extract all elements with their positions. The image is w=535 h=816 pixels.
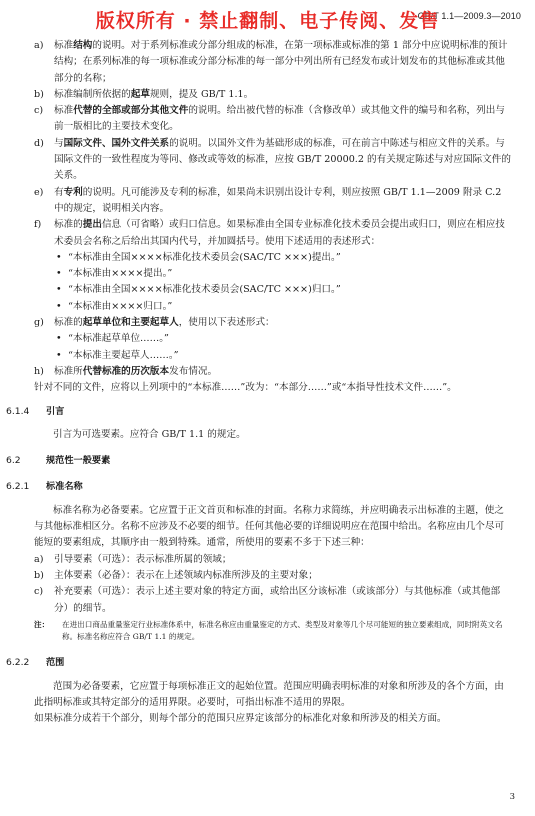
copyright-watermark: 版权所有 · 禁止翻制、电子传阅、发售 (95, 10, 440, 32)
list-item-g: g) 标准的起草单位和主要起草人，使用以下表述形式： (34, 315, 512, 331)
list-label: h) (34, 365, 44, 377)
page-number: 3 (509, 792, 515, 802)
closing-paragraph: 针对不同的文件，应将以上列项中的“本标准……”改为：“本部分……”或“本指导性技术文件……”。 (34, 382, 457, 394)
list-item-a: a) 标准结构的说明。对于系列标准或分部分组成的标准，在第一项标准或标准的第 1 部分中应说明标准的预计结构；在系列标准的每一项标准或分部分标准的每一部分中列出所有已经发布或计划发布的其他标准或其他部分的名称； (34, 40, 508, 84)
list-item-f: f) 标准的提出信息（可省略）或归口信息。如果标准由全国专业标准化技术委员会提出或归口，则应在相应技术委员会名称之后给出其国内代号，并加圆括号。使用下述适用的表述形式： (34, 219, 505, 247)
bullet-item: • “本标准由××××提出。” (34, 266, 512, 282)
bullet-item: • “本标准主要起草人……。” (34, 348, 512, 364)
list-label: d) (34, 137, 44, 149)
list-label: f) (34, 219, 42, 231)
bullet-icon: • (56, 268, 62, 280)
bullet-icon: • (56, 251, 62, 263)
paragraph: 引言为可选要素。应符合 GB/T 1.1 的规定。 (53, 428, 246, 440)
bullet-icon: • (56, 333, 62, 345)
document-body (6, 38, 512, 727)
bullet-icon: • (56, 284, 62, 296)
list-item-e: e) 有专利的说明。凡可能涉及专利的标准，如果尚未识别出设计专利，则应按照 GB/T 1.1—2009 附录 C.2 中的规定，说明相关内容。 (34, 186, 502, 214)
section-heading-6-2: 6.2 规范性一般要素 (6, 455, 111, 467)
paragraph: 标准名称为必备要素。它应置于正文首页和标准的封面。名称力求简练，并应明确表示出标准的主题，使之与其他标准相区分。名称不应涉及不必要的细节。任何其他必要的详细说明应在范围中给出。名称应由几个尽可能短的要素组成，其顺序由一般到特殊。通常，所使用的要素不多于下述三种： (34, 504, 505, 549)
bullet-item: • “本标准起草单位……。” (34, 331, 512, 347)
list-label: g) (34, 317, 44, 329)
paragraph: 范围为必备要素，它应置于每项标准正文的起始位置。范围应明确表明标准的对象和所涉及的各个方面，由此指明标准或其特定部分的适用界限。必要时，可指出标准不适用的界限。 (34, 680, 504, 708)
list-label: c) (34, 105, 44, 117)
list-label: b) (34, 569, 44, 581)
list-item-c: c) 标准代替的全部或部分其他文件的说明。给出被代替的标准（含修改单）或其他文件的编号和名称，列出与前一版相比的主要技术变化。 (34, 105, 505, 133)
standard-number: GB/T 1.1—2009.3—2010 (417, 11, 521, 21)
list-label: c) (34, 586, 44, 598)
bullet-item: • “本标准由××××归口。” (34, 299, 512, 315)
list-item-c: c) 补充要素（可选）：表示上述主要对象的特定方面，或给出区分该标准（或该部分）与其他标准（或其他部分）的细节。 (34, 586, 501, 614)
note-label: 注： (34, 619, 50, 629)
list-item-d: d) 与国际文件、国外文件关系的说明。以国外文件为基础形成的标准，可在前言中陈述与相应文件的关系。与国际文件的一致性程度为等同、修改或等效的标准，应按 GB/T 20000.2 的有关规定陈述与对应国际文件的关系。 (34, 137, 511, 182)
list-label: a) (34, 40, 44, 51)
list-item-b: b) 标准编制所依据的起草规则，提及 GB/T 1.1。 (34, 87, 512, 103)
note: 注： 在进出口商品重量鉴定行业标准体系中，标准名称应由重量鉴定的方式、类型及对象等几个尽可能短的独立要素组成，同时附英文名称。标准名称应符合 GB/T 1.1 的规定。 (34, 619, 503, 641)
bullet-item: • “本标准由全国××××标准化技术委员会(SAC/TC ×××)归口。” (34, 282, 512, 298)
list-item-b: b) 主体要素（必备）：表示在上述领域内标准所涉及的主要对象； (34, 568, 512, 584)
bullet-icon: • (56, 300, 62, 312)
list-label: a) (34, 553, 44, 565)
bullet-icon: • (56, 349, 62, 361)
list-label: b) (34, 88, 44, 100)
list-item-a: a) 引导要素（可选）：表示标准所属的领域； (34, 552, 512, 568)
bullet-item: • “本标准由全国××××标准化技术委员会(SAC/TC ×××)提出。” (34, 250, 512, 266)
paragraph: 如果标准分成若干个部分，则每个部分的范围只应界定该部分的标准化对象和所涉及的相关方面。 (34, 713, 447, 725)
list-item-h: h) 标准所代替标准的历次版本发布情况。 (34, 364, 512, 380)
list-label: e) (34, 186, 44, 198)
section-heading-6-1-4: 6.1.4 引言 (6, 405, 65, 417)
section-heading-6-2-1: 6.2.1 标准名称 (6, 481, 83, 493)
section-heading-6-2-2: 6.2.2 范围 (6, 657, 65, 669)
